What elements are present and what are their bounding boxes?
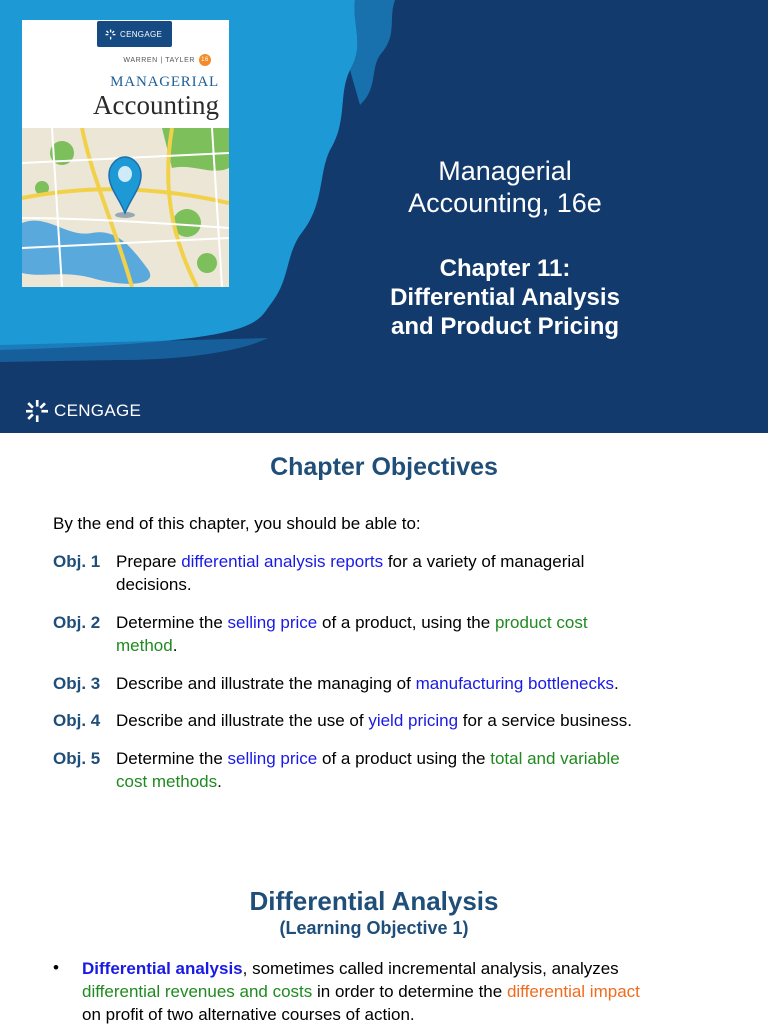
differential-analysis-slide — [0, 843, 768, 1024]
objective-highlight: cost methods — [116, 772, 218, 791]
objective-label: Obj. 2 — [53, 613, 101, 632]
book-edition-badge: 16 — [199, 54, 211, 66]
book-authors-text: WARREN | TAYLER — [123, 56, 195, 64]
objective-text: . — [217, 772, 222, 791]
cengage-logo-text: CENGAGE — [54, 401, 142, 420]
objective-text: Prepare — [116, 552, 182, 571]
definition-text: on profit of two alternative courses of action. — [82, 1005, 415, 1024]
objective-label: Obj. 3 — [53, 674, 101, 693]
objective-label: Obj. 5 — [53, 749, 101, 768]
objective-text: Determine the — [116, 613, 228, 632]
objective-text: Determine the — [116, 749, 228, 768]
chapter-line1: Chapter 11: — [439, 255, 571, 282]
cengage-logo — [26, 400, 141, 422]
book-cover — [16, 16, 236, 293]
cengage-logo-icon — [26, 400, 48, 422]
definition-text: in order to determine the — [312, 982, 507, 1001]
book-publisher-text: CENGAGE — [120, 29, 163, 39]
definition-highlight: differential impact — [506, 982, 640, 1001]
objective-text: for a variety of managerial — [383, 552, 585, 571]
title-line1: Managerial — [438, 156, 572, 186]
objective-label: Obj. 4 — [53, 711, 101, 730]
definition-text: , sometimes called incremental analysis, analyzes — [242, 959, 619, 978]
objective-highlight: product cost — [494, 613, 588, 632]
objective-item — [53, 747, 723, 793]
city-map-illustration — [22, 128, 229, 287]
objective-item — [53, 672, 723, 695]
definition-paragraph — [82, 957, 732, 1026]
objective-highlight: method — [116, 636, 173, 655]
objective-text: . — [172, 636, 178, 655]
objective-highlight: yield pricing — [368, 711, 459, 730]
presentation-title — [370, 155, 640, 219]
cengage-mark-icon — [105, 29, 116, 40]
book-publisher-badge — [97, 21, 172, 47]
objectives-intro: By the end of this chapter, you should be able to: — [53, 514, 421, 533]
book-authors — [123, 54, 211, 66]
objective-highlight: differential analysis reports — [181, 552, 384, 571]
objective-text: . — [614, 674, 619, 693]
book-cover-inner — [22, 20, 229, 287]
objective-highlight: selling price — [227, 749, 318, 768]
objectives-slide — [0, 433, 768, 843]
objectives-heading: Chapter Objectives — [270, 453, 498, 481]
differential-analysis-heading: Differential Analysis — [249, 886, 499, 916]
book-title-line2: Accounting — [93, 90, 219, 120]
chapter-line3: and Product Pricing — [390, 313, 620, 340]
definition-highlight: differential revenues and costs — [82, 982, 313, 1001]
objective-highlight: selling price — [227, 613, 318, 632]
objective-continuation — [53, 634, 723, 657]
title-line2: Accounting, 16e — [408, 188, 602, 218]
defined-term: Differential analysis — [82, 959, 243, 978]
objective-item — [53, 709, 723, 732]
objective-highlight: manufacturing bottlenecks — [415, 674, 615, 693]
objective-text: of a product, using the — [317, 613, 495, 632]
title-slide — [0, 0, 768, 433]
chapter-title — [350, 254, 660, 341]
objective-text: Describe and illustrate the managing of — [116, 674, 416, 693]
bullet-marker: • — [53, 958, 59, 977]
objective-continuation: decisions. — [116, 575, 192, 594]
objective-item — [53, 550, 723, 596]
learning-objective-subheading: (Learning Objective 1) — [279, 918, 469, 938]
chapter-line2: Differential Analysis — [390, 284, 620, 311]
objective-item — [53, 611, 723, 657]
objective-highlight: total and variable — [490, 749, 620, 768]
objective-text: for a service business. — [458, 711, 632, 730]
objective-label: Obj. 1 — [53, 552, 101, 571]
book-title-line1: MANAGERIAL — [110, 74, 219, 90]
objective-text: Describe and illustrate the use of — [116, 711, 369, 730]
objective-text: of a product using the — [317, 749, 491, 768]
objective-continuation — [53, 770, 723, 793]
